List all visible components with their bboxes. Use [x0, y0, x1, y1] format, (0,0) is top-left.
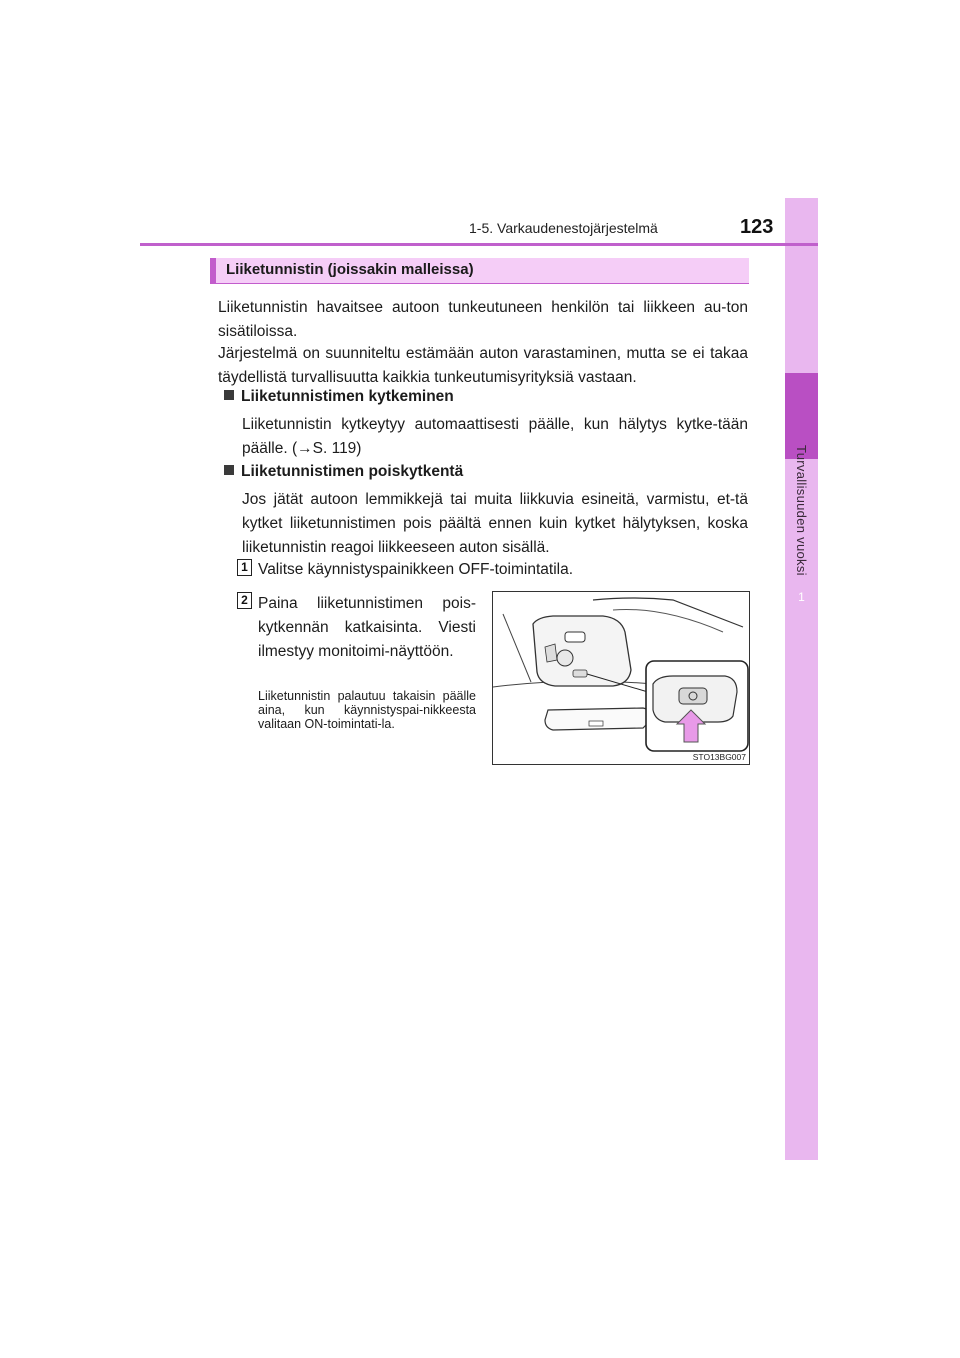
step-2-note: Liiketunnistin palautuu takaisin päälle aina, kun käynnistyspai-nikkeesta valitaan ON-toimintati-la. [258, 689, 476, 731]
step-1-badge: 1 [237, 559, 252, 576]
square-bullet-icon [224, 390, 234, 400]
subsection-2-title: Liiketunnistimen poiskytkentä [241, 463, 464, 480]
subsection-1-body: Liiketunnistin kytkeytyy automaattisesti päälle, kun hälytys kytke-tään päälle. (→S. 119) [242, 416, 748, 457]
switch-location-figure [492, 591, 750, 765]
intro-paragraph-2: Järjestelmä on suunniteltu estämään auton varastaminen, mutta se ei takaa täydellistä turvallisuutta kaikkia tunkeutumisyrityksiä vastaan. [218, 345, 748, 386]
page-number: 123 [740, 216, 774, 238]
step-1-text: Valitse käynnistyspainikkeen OFF-toimintatila. [258, 561, 574, 578]
figure-code: STO13BG007 [692, 752, 746, 762]
intro-paragraph-1: Liiketunnistin havaitsee autoon tunkeutuneen henkilön tai liikkeen au-ton sisätiloissa. [218, 299, 748, 340]
chapter-title: 1-5. Varkaudenestojärjestelmä [469, 220, 658, 236]
side-tab-number: 1 [798, 590, 805, 604]
subsection-2-heading [224, 463, 463, 481]
square-bullet-icon [224, 465, 234, 475]
side-tab [785, 198, 818, 1160]
step-2-badge: 2 [237, 592, 252, 609]
section-header [210, 258, 749, 284]
section-title: Liiketunnistin (joissakin malleissa) [226, 261, 474, 278]
subsection-1-heading [224, 388, 454, 406]
header-rule [140, 243, 818, 246]
side-tab-title: Turvallisuuden vuoksi [794, 445, 809, 576]
step-2-text: Paina liiketunnistimen pois-kytkennän katkaisinta. Viesti ilmestyy monitoimi-näyttöön. [258, 595, 476, 660]
subsection-1-title: Liiketunnistimen kytkeminen [241, 388, 454, 405]
subsection-2-body: Jos jätät autoon lemmikkejä tai muita liikkuvia esineitä, varmistu, et-tä kytket liiketunnistimen pois päältä ennen kuin kytket hälytyksen, koska liiketunnistin reagoi liikkeeseen auton sisällä. [242, 491, 748, 556]
overhead-console-illustration [493, 592, 750, 765]
